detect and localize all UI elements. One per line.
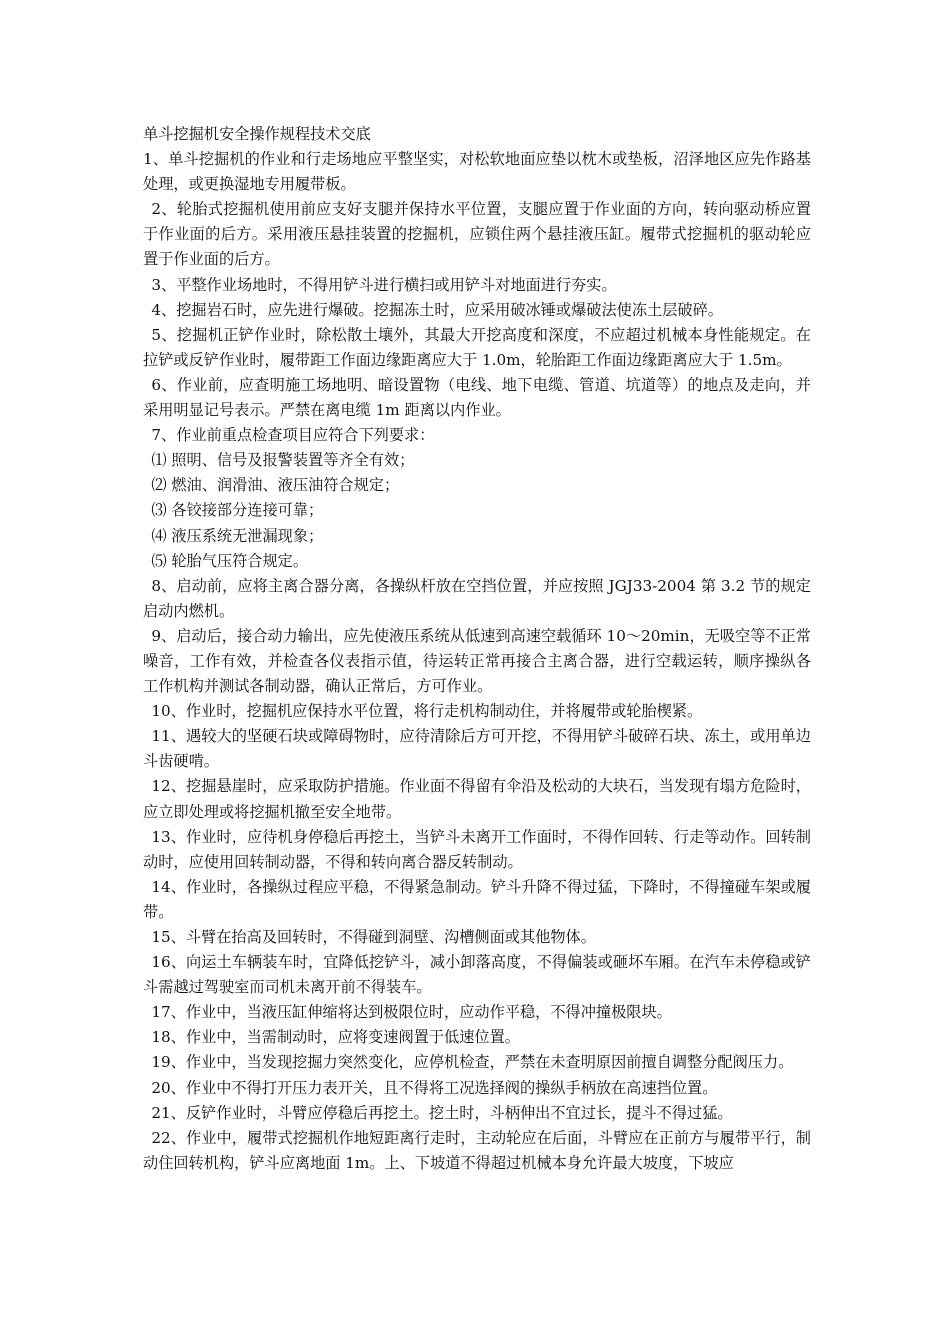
paragraph: 19、作业中，当发现挖掘力突然变化，应停机检查，严禁在未查明原因前擅自调整分配阀压力。	[151, 1053, 794, 1072]
paragraph: ⑴ 照明、信号及报警装置等齐全有效；	[151, 451, 415, 470]
paragraph: ⑷ 液压系统无泄漏现象；	[151, 526, 324, 545]
paragraph: 5、挖掘机正铲作业时，除松散土壤外，其最大开挖高度和深度，不应超过机械本身性能规定。在拉铲或反铲作业时，履带距工作面边缘距离应大于 1.0m，轮胎距工作面边缘距离应大于 1.5m。	[143, 325, 811, 369]
document-body	[143, 147, 811, 1176]
paragraph: 6、作业前，应查明施工场地明、暗设置物（电线、地下电缆、管道、坑道等）的地点及走向，并采用明显记号表示。严禁在离电缆 1m 距离以内作业。	[143, 375, 811, 420]
paragraph: 13、作业时，应待机身停稳后再挖土，当铲斗未离开工作面时，不得作回转、行走等动作。回转制动时，应使用回转制动器，不得和转向离合器反转制动。	[143, 827, 811, 871]
paragraph: 18、作业中，当需制动时，应将变速阀置于低速位置。	[151, 1028, 520, 1047]
paragraph: 4、挖掘岩石时，应先进行爆破。挖掘冻土时，应采用破冰锤或爆破法使冻土层破碎。	[151, 300, 723, 319]
paragraph: 7、作业前重点检查项目应符合下列要求：	[151, 426, 435, 445]
paragraph: 2、轮胎式挖掘机使用前应支好支腿并保持水平位置，支腿应置于作业面的方向，转向驱动桥应置于作业面的后方。采用液压悬挂装置的挖掘机，应锁住两个悬挂液压缸。履带式挖掘机的驱动轮应置于作业面的后方。	[143, 200, 811, 269]
paragraph: 22、作业中，履带式挖掘机作地短距离行走时，主动轮应在后面，斗臂应在正前方与履带平行，制动住回转机构，铲斗应离地面 1m。上、下坡道不得超过机械本身允许最大坡度，下坡应	[143, 1128, 811, 1172]
paragraph: 3、平整作业场地时，不得用铲斗进行横扫或用铲斗对地面进行夯实。	[151, 275, 617, 294]
paragraph: 17、作业中，当液压缸伸缩将达到极限位时，应动作平稳，不得冲撞极限块。	[151, 1003, 672, 1022]
paragraph: 12、挖掘悬崖时，应采取防护措施。作业面不得留有伞沿及松动的大块石，当发现有塌方危险时，应立即处理或将挖掘机撤至安全地带。	[143, 777, 811, 821]
paragraph: 10、作业时，挖掘机应保持水平位置，将行走机构制动住，并将履带或轮胎楔紧。	[151, 702, 703, 721]
paragraph: 9、启动后，接合动力输出，应先使液压系统从低速到高速空载循环 10～20min，无吸空等不正常噪音，工作有效，并检查各仪表指示值，待运转正常再接合主离合器，进行空载运转，顺序操纵各工作机构并测试各制动器，确认正常后，方可作业。	[143, 626, 811, 696]
paragraph: 16、向运土车辆装车时，宜降低挖铲斗，减小卸落高度，不得偏装或砸坏车厢。在汽车未停稳或铲斗需越过驾驶室而司机未离开前不得装车。	[143, 953, 811, 997]
paragraph: 20、作业中不得打开压力表开关，且不得将工况选择阀的操纵手柄放在高速挡位置。	[151, 1078, 718, 1097]
document-title: 单斗挖掘机安全操作规程技术交底	[143, 125, 371, 143]
paragraph: 1、单斗挖掘机的作业和行走场地应平整坚实，对松软地面应垫以枕木或垫板，沼泽地区应先作路基处理，或更换湿地专用履带板。	[143, 150, 811, 194]
paragraph: ⑵ 燃油、润滑油、液压油符合规定；	[151, 476, 400, 495]
paragraph: 14、作业时，各操纵过程应平稳，不得紧急制动。铲斗升降不得过猛，下降时，不得撞碰车架或履带。	[143, 877, 811, 921]
paragraph: 8、启动前，应将主离合器分离，各操纵杆放在空挡位置，并应按照 JGJ33-2004 第 3.2 节的规定启动内燃机。	[143, 576, 811, 620]
paragraph: 15、斗臂在抬高及回转时，不得碰到洞壁、沟槽侧面或其他物体。	[151, 928, 596, 946]
document-page	[143, 122, 811, 1176]
paragraph: ⑸ 轮胎气压符合规定。	[151, 551, 309, 570]
paragraph: ⑶ 各铰接部分连接可靠；	[151, 501, 324, 520]
paragraph: 11、遇较大的坚硬石块或障碍物时，应待清除后方可开挖，不得用铲斗破碎石块、冻土，或用单边斗齿硬啃。	[143, 727, 811, 771]
paragraph: 21、反铲作业时，斗臂应停稳后再挖土。挖土时，斗柄伸出不宜过长，提斗不得过猛。	[151, 1103, 733, 1122]
